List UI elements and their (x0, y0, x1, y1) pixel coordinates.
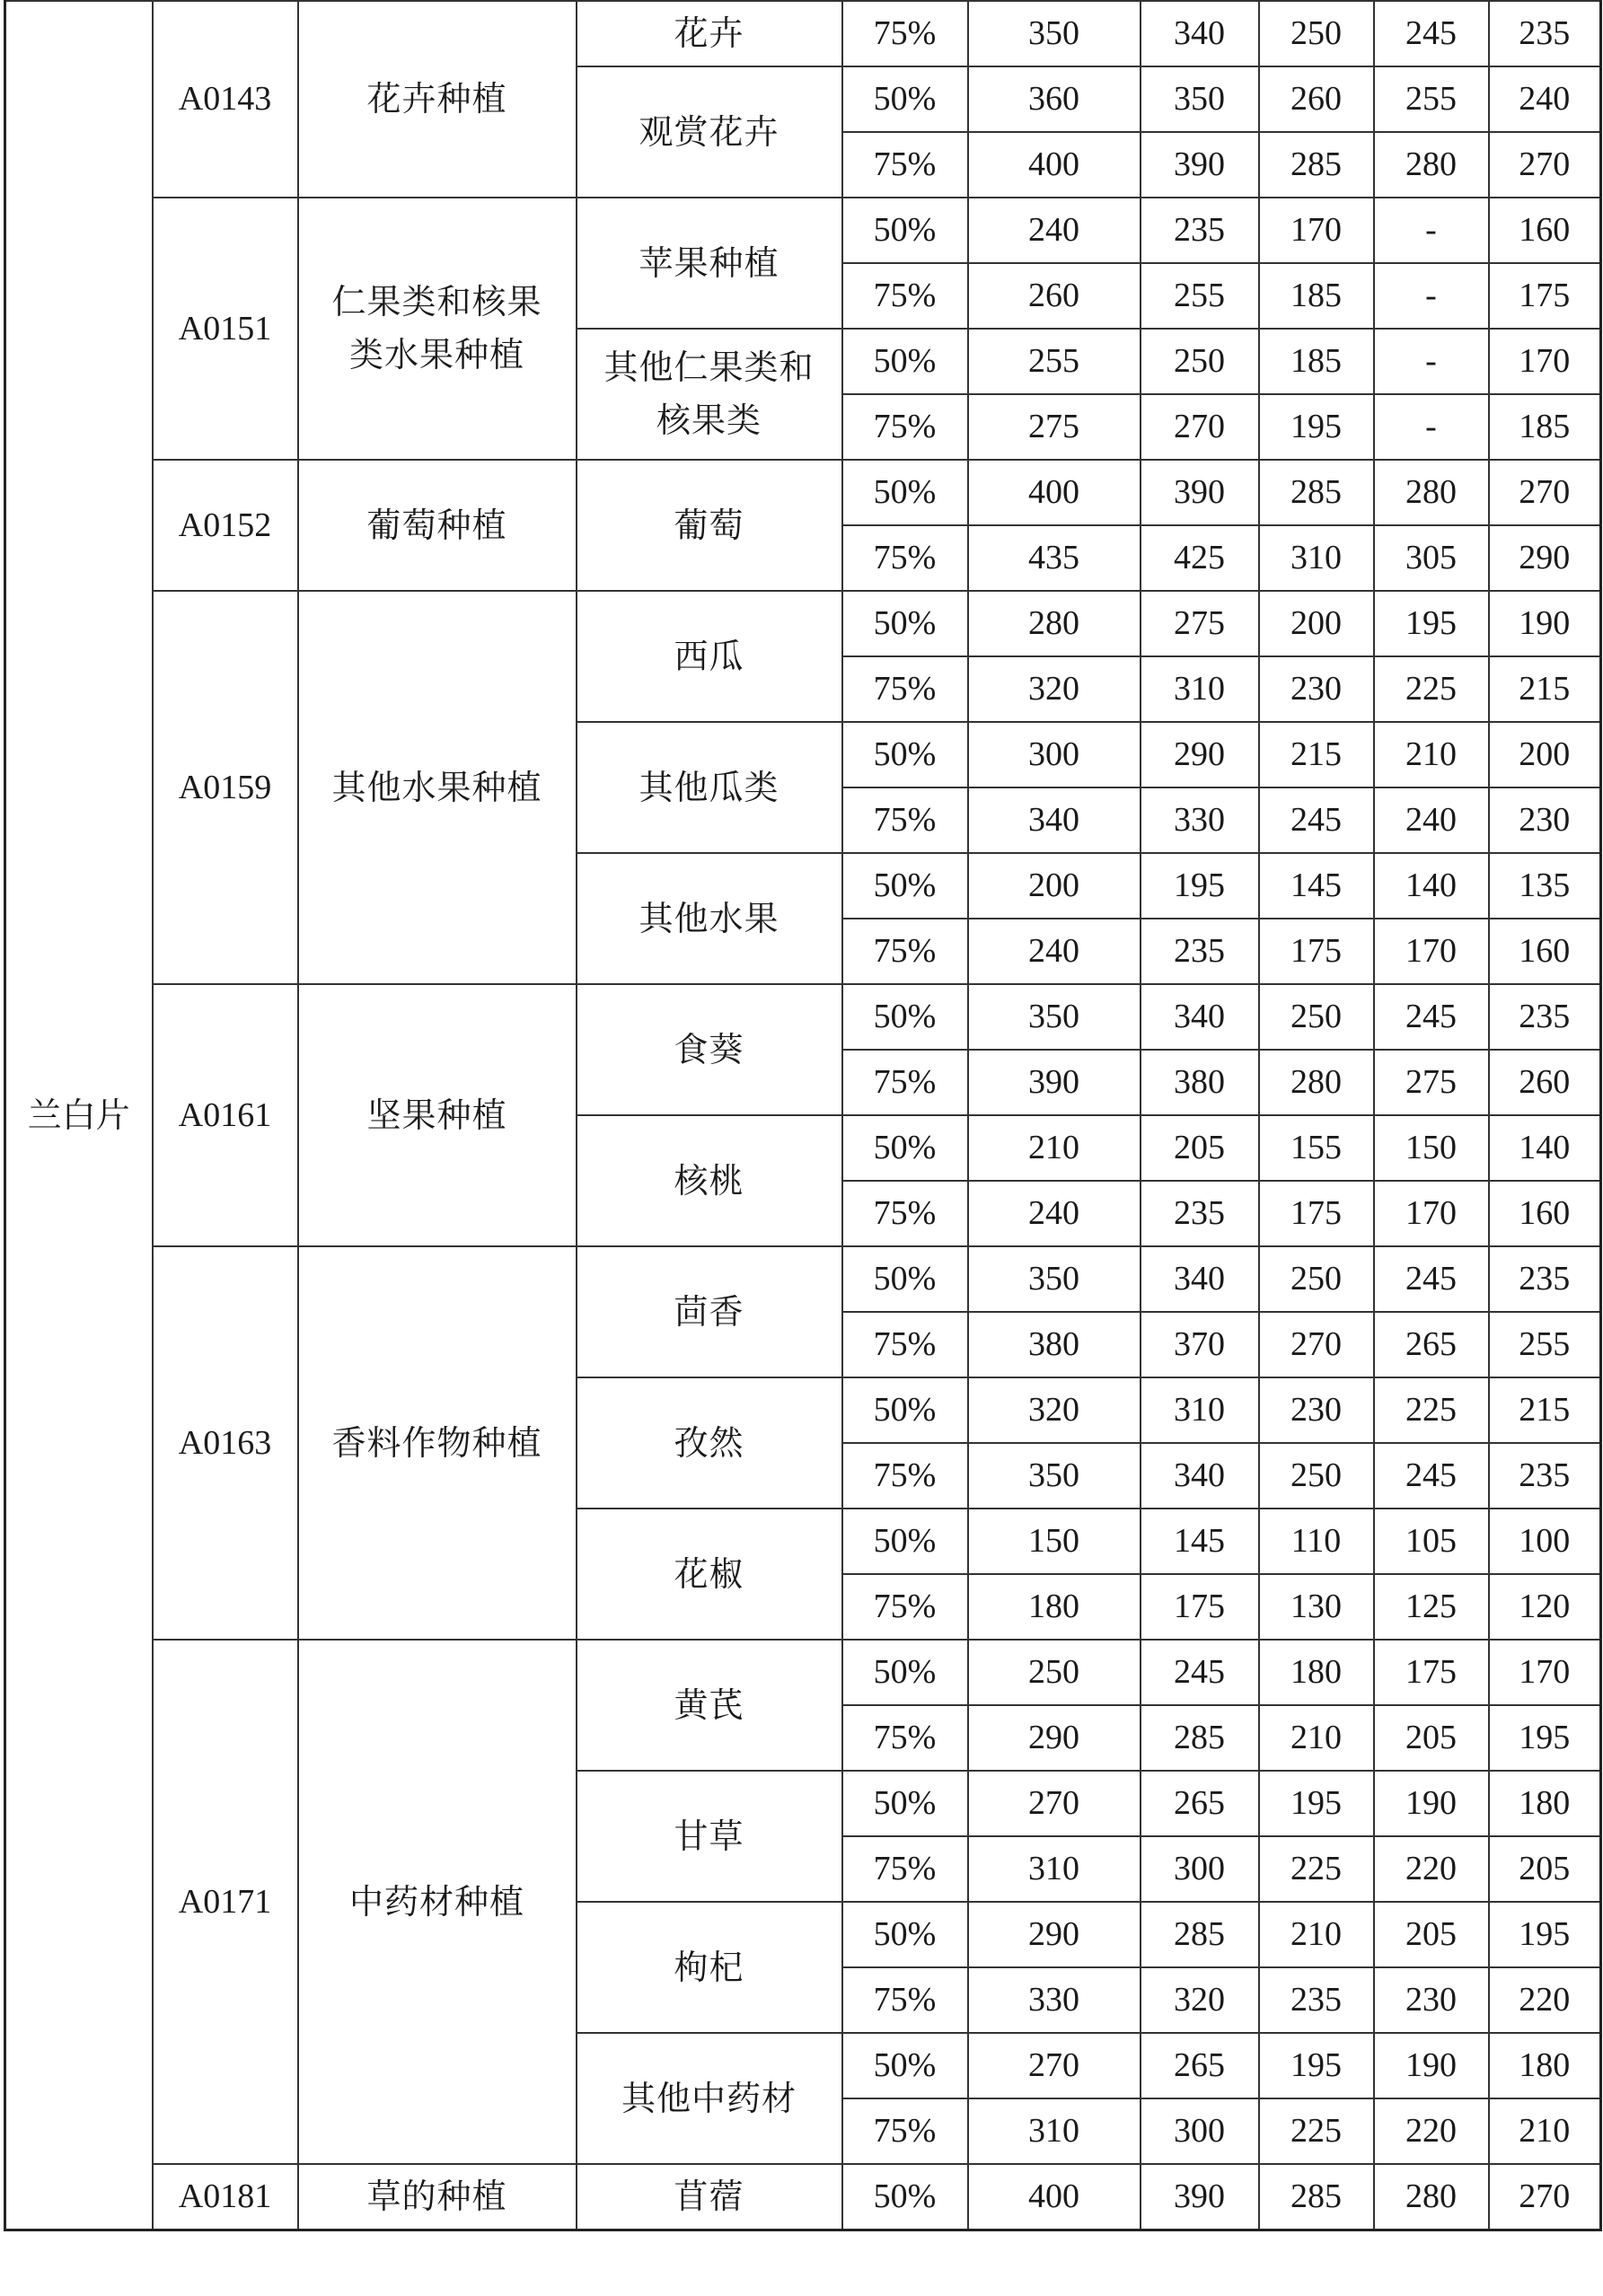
quota-value-cell: 340 (1141, 984, 1259, 1050)
quota-value-cell: 185 (1259, 263, 1374, 329)
quota-value-cell: 350 (1141, 66, 1259, 132)
quota-value-cell: 280 (1374, 132, 1489, 198)
industry-code-cell: A0163 (153, 1246, 298, 1640)
quota-value-cell: 380 (968, 1312, 1141, 1377)
quota-value-cell: 390 (1141, 460, 1259, 525)
percentile-cell: 75% (842, 1705, 968, 1771)
quota-value-cell: 235 (1489, 1, 1601, 66)
percentile-cell: 75% (842, 1, 968, 66)
quota-value-cell: 220 (1374, 2098, 1489, 2164)
table-row (5, 460, 1601, 525)
quota-value-cell: - (1374, 198, 1489, 263)
quota-value-cell: 245 (1374, 1, 1489, 66)
percentile-cell: 50% (842, 722, 968, 787)
quota-value-cell: 260 (968, 263, 1141, 329)
quota-value-cell: 340 (968, 787, 1141, 853)
quota-value-cell: 260 (1259, 66, 1374, 132)
quota-value-cell: 210 (1489, 2098, 1601, 2164)
quota-value-cell: 205 (1141, 1115, 1259, 1181)
quota-value-cell: 270 (1489, 2164, 1601, 2230)
quota-value-cell: 340 (1141, 1246, 1259, 1312)
percentile-cell: 50% (842, 1902, 968, 1967)
industry-code-cell: A0143 (153, 1, 298, 198)
quota-value-cell: 110 (1259, 1509, 1374, 1574)
industry-code-cell: A0161 (153, 984, 298, 1246)
percentile-cell: 50% (842, 853, 968, 919)
quota-value-cell: 120 (1489, 1574, 1601, 1640)
quota-value-cell: 160 (1489, 198, 1601, 263)
quota-value-cell: 360 (968, 66, 1141, 132)
table-row (5, 1246, 1601, 1312)
quota-value-cell: 320 (1141, 1967, 1259, 2033)
quota-value-cell: 150 (1374, 1115, 1489, 1181)
quota-value-cell: 195 (1259, 2033, 1374, 2098)
crop-name-cell: 苹果种植 (577, 198, 842, 329)
quota-value-cell: 200 (1489, 722, 1601, 787)
table-body (5, 1, 1601, 2230)
quota-value-cell: 150 (968, 1509, 1141, 1574)
quota-value-cell: 245 (1374, 1443, 1489, 1509)
quota-value-cell: 235 (1489, 1246, 1601, 1312)
quota-value-cell: 170 (1489, 329, 1601, 394)
quota-value-cell: 175 (1374, 1640, 1489, 1705)
percentile-cell: 50% (842, 591, 968, 656)
quota-value-cell: 285 (1259, 460, 1374, 525)
percentile-cell: 50% (842, 1377, 968, 1443)
quota-value-cell: 195 (1259, 1771, 1374, 1836)
quota-value-cell: 285 (1141, 1902, 1259, 1967)
quota-value-cell: 280 (968, 591, 1141, 656)
quota-value-cell: 220 (1489, 1967, 1601, 2033)
quota-value-cell: 250 (1141, 329, 1259, 394)
quota-value-cell: 245 (1374, 1246, 1489, 1312)
quota-value-cell: 235 (1141, 198, 1259, 263)
percentile-cell: 75% (842, 394, 968, 460)
quota-value-cell: 275 (1141, 591, 1259, 656)
quota-table (4, 0, 1602, 2231)
industry-name-cell: 草的种植 (298, 2164, 577, 2230)
industry-code-cell: A0181 (153, 2164, 298, 2230)
quota-value-cell: 240 (1489, 66, 1601, 132)
industry-code-cell: A0152 (153, 460, 298, 591)
quota-value-cell: 210 (1374, 722, 1489, 787)
quota-value-cell: 180 (1259, 1640, 1374, 1705)
industry-code-cell: A0171 (153, 1640, 298, 2164)
quota-value-cell: 195 (1489, 1902, 1601, 1967)
quota-value-cell: 235 (1141, 1181, 1259, 1246)
quota-value-cell: 270 (1489, 460, 1601, 525)
percentile-cell: 75% (842, 1050, 968, 1115)
crop-name-cell: 其他水果 (577, 853, 842, 984)
crop-name-cell: 茴香 (577, 1246, 842, 1377)
quota-value-cell: 380 (1141, 1050, 1259, 1115)
quota-value-cell: 190 (1374, 1771, 1489, 1836)
quota-value-cell: 290 (1489, 525, 1601, 591)
quota-value-cell: 240 (968, 919, 1141, 984)
industry-name-cell: 中药材种植 (298, 1640, 577, 2164)
quota-value-cell: 265 (1141, 2033, 1259, 2098)
crop-name-cell: 黄芪 (577, 1640, 842, 1771)
quota-value-cell: 250 (1259, 984, 1374, 1050)
quota-value-cell: 300 (968, 722, 1141, 787)
quota-value-cell: 200 (968, 853, 1141, 919)
table-row (5, 1640, 1601, 1705)
percentile-cell: 50% (842, 329, 968, 394)
percentile-cell: 75% (842, 263, 968, 329)
quota-value-cell: 390 (1141, 2164, 1259, 2230)
quota-value-cell: 155 (1259, 1115, 1374, 1181)
quota-value-cell: 250 (968, 1640, 1141, 1705)
quota-value-cell: 230 (1259, 656, 1374, 722)
quota-value-cell: 255 (1374, 66, 1489, 132)
quota-value-cell: 310 (1259, 525, 1374, 591)
quota-value-cell: 170 (1259, 198, 1374, 263)
quota-value-cell: 230 (1259, 1377, 1374, 1443)
quota-value-cell: 270 (968, 1771, 1141, 1836)
industry-name-cell: 仁果类和核果类水果种植 (298, 198, 577, 460)
quota-value-cell: 195 (1259, 394, 1374, 460)
quota-value-cell: 310 (1141, 1377, 1259, 1443)
table-row (5, 1, 1601, 66)
quota-value-cell: 215 (1489, 1377, 1601, 1443)
percentile-cell: 75% (842, 919, 968, 984)
quota-value-cell: 245 (1259, 787, 1374, 853)
quota-value-cell: 185 (1489, 394, 1601, 460)
quota-value-cell: 350 (968, 984, 1141, 1050)
quota-value-cell: 235 (1489, 984, 1601, 1050)
percentile-cell: 50% (842, 1246, 968, 1312)
quota-value-cell: 170 (1489, 1640, 1601, 1705)
crop-name-cell: 观赏花卉 (577, 66, 842, 198)
quota-value-cell: 190 (1489, 591, 1601, 656)
quota-value-cell: 350 (968, 1246, 1141, 1312)
quota-value-cell: 180 (1489, 2033, 1601, 2098)
quota-value-cell: 145 (1259, 853, 1374, 919)
quota-value-cell: 390 (1141, 132, 1259, 198)
quota-value-cell: 210 (1259, 1902, 1374, 1967)
percentile-cell: 50% (842, 1509, 968, 1574)
quota-value-cell: 170 (1374, 919, 1489, 984)
quota-value-cell: 145 (1141, 1509, 1259, 1574)
quota-value-cell: 125 (1374, 1574, 1489, 1640)
percentile-cell: 75% (842, 656, 968, 722)
industry-name-cell: 坚果种植 (298, 984, 577, 1246)
quota-value-cell: - (1374, 263, 1489, 329)
quota-value-cell: 305 (1374, 525, 1489, 591)
quota-value-cell: 225 (1259, 2098, 1374, 2164)
quota-value-cell: 235 (1489, 1443, 1601, 1509)
percentile-cell: 75% (842, 1836, 968, 1902)
quota-value-cell: 255 (1141, 263, 1259, 329)
quota-value-cell: 280 (1259, 1050, 1374, 1115)
quota-value-cell: 210 (968, 1115, 1141, 1181)
percentile-cell: 50% (842, 198, 968, 263)
quota-value-cell: 195 (1489, 1705, 1601, 1771)
quota-value-cell: 280 (1374, 2164, 1489, 2230)
quota-value-cell: 185 (1259, 329, 1374, 394)
quota-value-cell: 235 (1141, 919, 1259, 984)
percentile-cell: 75% (842, 787, 968, 853)
percentile-cell: 75% (842, 1181, 968, 1246)
quota-value-cell: 205 (1374, 1705, 1489, 1771)
quota-value-cell: 310 (968, 2098, 1141, 2164)
percentile-cell: 50% (842, 2164, 968, 2230)
quota-value-cell: 105 (1374, 1509, 1489, 1574)
quota-value-cell: 275 (968, 394, 1141, 460)
quota-value-cell: 225 (1374, 1377, 1489, 1443)
percentile-cell: 50% (842, 1771, 968, 1836)
quota-value-cell: 210 (1259, 1705, 1374, 1771)
quota-value-cell: 175 (1141, 1574, 1259, 1640)
quota-value-cell: 300 (1141, 1836, 1259, 1902)
quota-value-cell: 400 (968, 460, 1141, 525)
quota-value-cell: 170 (1374, 1181, 1489, 1246)
quota-value-cell: 140 (1374, 853, 1489, 919)
quota-value-cell: 350 (968, 1443, 1141, 1509)
quota-value-cell: 400 (968, 2164, 1141, 2230)
quota-value-cell: 175 (1259, 919, 1374, 984)
quota-value-cell: 340 (1141, 1443, 1259, 1509)
industry-name-cell: 其他水果种植 (298, 591, 577, 984)
percentile-cell: 50% (842, 460, 968, 525)
percentile-cell: 50% (842, 1640, 968, 1705)
table-row (5, 591, 1601, 656)
percentile-cell: 75% (842, 132, 968, 198)
quota-value-cell: 310 (1141, 656, 1259, 722)
quota-value-cell: 390 (968, 1050, 1141, 1115)
quota-value-cell: 205 (1374, 1902, 1489, 1967)
crop-name-cell: 核桃 (577, 1115, 842, 1246)
percentile-cell: 75% (842, 1443, 968, 1509)
table-row (5, 198, 1601, 263)
quota-value-cell: 135 (1489, 853, 1601, 919)
quota-value-cell: 265 (1141, 1771, 1259, 1836)
crop-name-cell: 食葵 (577, 984, 842, 1115)
percentile-cell: 50% (842, 2033, 968, 2098)
quota-value-cell: 255 (1489, 1312, 1601, 1377)
percentile-cell: 50% (842, 1115, 968, 1181)
quota-value-cell: 215 (1259, 722, 1374, 787)
crop-name-cell: 西瓜 (577, 591, 842, 722)
quota-value-cell: 310 (968, 1836, 1141, 1902)
quota-value-cell: 205 (1489, 1836, 1601, 1902)
quota-value-cell: 100 (1489, 1509, 1601, 1574)
quota-value-cell: 140 (1489, 1115, 1601, 1181)
table-row (5, 984, 1601, 1050)
crop-name-cell: 枸杞 (577, 1902, 842, 2033)
quota-value-cell: 330 (1141, 787, 1259, 853)
quota-value-cell: 370 (1141, 1312, 1259, 1377)
quota-value-cell: 270 (1141, 394, 1259, 460)
quota-value-cell: 350 (968, 1, 1141, 66)
quota-value-cell: 200 (1259, 591, 1374, 656)
percentile-cell: 75% (842, 1967, 968, 2033)
industry-name-cell: 花卉种植 (298, 1, 577, 198)
quota-value-cell: 175 (1259, 1181, 1374, 1246)
percentile-cell: 75% (842, 525, 968, 591)
quota-value-cell: 180 (968, 1574, 1141, 1640)
quota-value-cell: 260 (1489, 1050, 1601, 1115)
crop-name-cell: 甘草 (577, 1771, 842, 1902)
quota-value-cell: 190 (1374, 2033, 1489, 2098)
crop-name-cell: 其他瓜类 (577, 722, 842, 853)
quota-value-cell: 340 (1141, 1, 1259, 66)
quota-value-cell: 195 (1374, 591, 1489, 656)
quota-value-cell: 175 (1489, 263, 1601, 329)
region-cell: 兰白片 (5, 1, 153, 2230)
quota-value-cell: 290 (1141, 722, 1259, 787)
quota-value-cell: 270 (968, 2033, 1141, 2098)
quota-value-cell: 270 (1489, 132, 1601, 198)
quota-value-cell: 230 (1489, 787, 1601, 853)
industry-name-cell: 香料作物种植 (298, 1246, 577, 1640)
quota-value-cell: 220 (1374, 1836, 1489, 1902)
quota-value-cell: 435 (968, 525, 1141, 591)
quota-value-cell: 235 (1259, 1967, 1374, 2033)
quota-value-cell: 275 (1374, 1050, 1489, 1115)
quota-value-cell: 250 (1259, 1, 1374, 66)
quota-value-cell: 285 (1259, 132, 1374, 198)
quota-value-cell: 300 (1141, 2098, 1259, 2164)
quota-value-cell: 195 (1141, 853, 1259, 919)
quota-value-cell: 215 (1489, 656, 1601, 722)
quota-value-cell: - (1374, 329, 1489, 394)
quota-value-cell: 330 (968, 1967, 1141, 2033)
quota-value-cell: 240 (968, 1181, 1141, 1246)
crop-name-cell: 孜然 (577, 1377, 842, 1509)
quota-value-cell: 225 (1259, 1836, 1374, 1902)
percentile-cell: 50% (842, 984, 968, 1050)
crop-name-cell: 其他中药材 (577, 2033, 842, 2164)
quota-value-cell: 240 (968, 198, 1141, 263)
quota-value-cell: 180 (1489, 1771, 1601, 1836)
quota-value-cell: 320 (968, 1377, 1141, 1443)
percentile-cell: 75% (842, 1312, 968, 1377)
quota-value-cell: 425 (1141, 525, 1259, 591)
quota-value-cell: 230 (1374, 1967, 1489, 2033)
crop-name-cell: 葡萄 (577, 460, 842, 591)
quota-value-cell: 255 (968, 329, 1141, 394)
quota-value-cell: 250 (1259, 1246, 1374, 1312)
quota-value-cell: - (1374, 394, 1489, 460)
quota-value-cell: 240 (1374, 787, 1489, 853)
quota-value-cell: 290 (968, 1902, 1141, 1967)
percentile-cell: 50% (842, 66, 968, 132)
quota-value-cell: 280 (1374, 460, 1489, 525)
quota-value-cell: 130 (1259, 1574, 1374, 1640)
crop-name-cell: 花卉 (577, 1, 842, 66)
quota-value-cell: 400 (968, 132, 1141, 198)
percentile-cell: 75% (842, 1574, 968, 1640)
quota-value-cell: 290 (968, 1705, 1141, 1771)
quota-value-cell: 285 (1141, 1705, 1259, 1771)
quota-value-cell: 245 (1374, 984, 1489, 1050)
quota-value-cell: 160 (1489, 1181, 1601, 1246)
quota-value-cell: 225 (1374, 656, 1489, 722)
industry-code-cell: A0151 (153, 198, 298, 460)
quota-value-cell: 265 (1374, 1312, 1489, 1377)
quota-value-cell: 245 (1141, 1640, 1259, 1705)
quota-value-cell: 320 (968, 656, 1141, 722)
industry-code-cell: A0159 (153, 591, 298, 984)
crop-name-cell: 苜蓿 (577, 2164, 842, 2230)
table-row (5, 2164, 1601, 2230)
crop-name-cell: 花椒 (577, 1509, 842, 1640)
crop-name-cell: 其他仁果类和核果类 (577, 329, 842, 460)
quota-value-cell: 160 (1489, 919, 1601, 984)
industry-name-cell: 葡萄种植 (298, 460, 577, 591)
quota-value-cell: 250 (1259, 1443, 1374, 1509)
quota-value-cell: 270 (1259, 1312, 1374, 1377)
quota-value-cell: 285 (1259, 2164, 1374, 2230)
percentile-cell: 75% (842, 2098, 968, 2164)
